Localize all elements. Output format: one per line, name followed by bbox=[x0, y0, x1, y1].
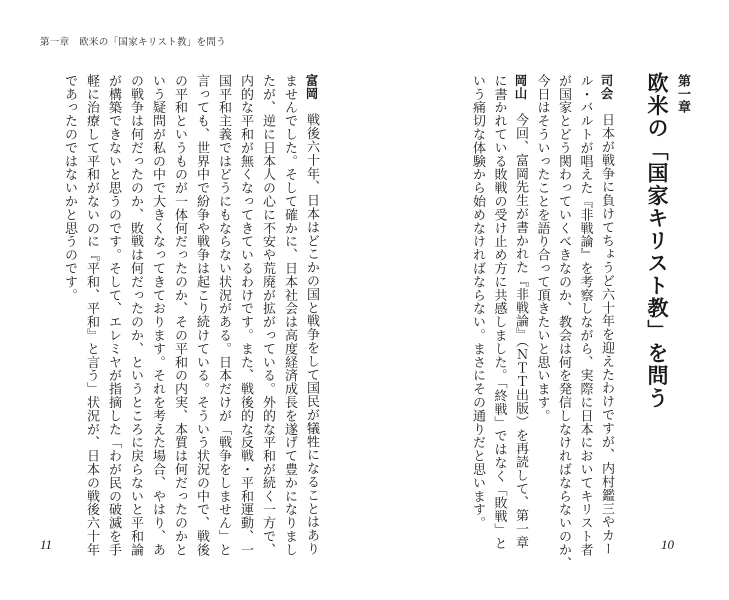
text-line: が国家とどう関わっていくべきなのか、教会は何を発信しなければならないのか、 bbox=[556, 74, 571, 570]
speaker-label: 富岡 bbox=[304, 74, 319, 100]
text-line: いう痛切な体験から始めなければならない。まさにその通りだと思います。 bbox=[470, 74, 485, 530]
speaker-label: 司会 bbox=[599, 74, 614, 100]
text-line: たが、逆に日本人の心に不安や荒廃が拡がっている。外的な平和が続く一方で、 bbox=[260, 74, 275, 557]
text-line: ませんでした。そして確かに、日本社会は高度経済成長を遂げて豊かになりまし bbox=[282, 74, 297, 557]
right-page bbox=[364, 0, 729, 600]
text-line: の平和というものが一体何だったのか、その平和の内実、本質は何だったのかと bbox=[172, 74, 187, 557]
text-line: ル・バルトが唱えた『非戦論』を考察しながら、実際に日本においてキリスト者 bbox=[577, 74, 593, 557]
text-column bbox=[467, 74, 488, 530]
text-column bbox=[553, 74, 574, 570]
text-line: 今回、富岡先生が書かれた『非戦論』（ＮＴＴ出版）を再読して、第一章 bbox=[513, 99, 528, 549]
text-column bbox=[489, 74, 510, 550]
text-column bbox=[59, 74, 80, 302]
speaker-label: 岡山 bbox=[513, 74, 528, 100]
text-column bbox=[532, 74, 553, 422]
text-line: 内的な平和が無くなってきているわけです。また、戦後的な反戦・平和運動、一 bbox=[238, 74, 253, 557]
text-line: に書かれている敗戦の受け止め方に共感しました。「終戦」ではなく「敗戦」と bbox=[491, 74, 507, 550]
text-column bbox=[510, 74, 531, 549]
text-line: 言っても、世界中で紛争や戦争は起こり続けている。そういう状況の中で、戦後 bbox=[194, 74, 209, 557]
text-column bbox=[596, 74, 617, 555]
text-column bbox=[103, 74, 124, 556]
text-line: いう疑問が私の中で大きくなってきております。それを考えた場合、やはり、あ bbox=[150, 74, 165, 557]
left-page bbox=[0, 0, 364, 600]
page-number-right: 10 bbox=[661, 537, 674, 552]
text-line: の戦争は何だったのか、敗戦は何だったのか、というところに戻らないと平和論 bbox=[128, 74, 143, 557]
text-column bbox=[235, 74, 256, 556]
text-column bbox=[81, 74, 102, 556]
text-line: 国平和主義ではどうにもならない状況がある。日本だけが「戦争をしません」と bbox=[216, 74, 231, 557]
text-column bbox=[575, 74, 596, 556]
text-column bbox=[279, 74, 300, 556]
text-line: 戦後六十年、日本はどこかの国と戦争をして国民が犠牲になることはあり bbox=[304, 99, 319, 556]
text-column bbox=[213, 74, 234, 556]
text-column bbox=[169, 74, 190, 556]
text-line: であったのではないかと思うのです。 bbox=[62, 74, 77, 302]
text-line: が構築できないと思うのです。そして、エレミヤが指摘した「わが民の破滅を手 bbox=[106, 74, 121, 557]
text-column bbox=[125, 74, 146, 556]
running-head: 第一章 欧米の「国家キリスト教」を問う bbox=[40, 37, 227, 48]
text-column bbox=[257, 74, 278, 556]
chapter-label: 第一章 bbox=[675, 74, 690, 113]
page-number-left: 11 bbox=[40, 537, 53, 552]
text-line: 今日はそういったことを語り合って頂きたいと思います。 bbox=[534, 74, 550, 423]
text-line: 軽に治療して平和がないのに『平和、平和』と言う」状況が、日本の戦後六十年 bbox=[84, 74, 99, 557]
text-column bbox=[147, 74, 168, 556]
text-column bbox=[301, 74, 322, 555]
text-column bbox=[191, 74, 212, 556]
chapter-title: 欧米の「国家キリスト教」を問う bbox=[645, 72, 669, 410]
text-line: 日本が戦争に負けてちょうど六十年を迎えたわけですが、内村鑑三やカー bbox=[599, 99, 614, 556]
